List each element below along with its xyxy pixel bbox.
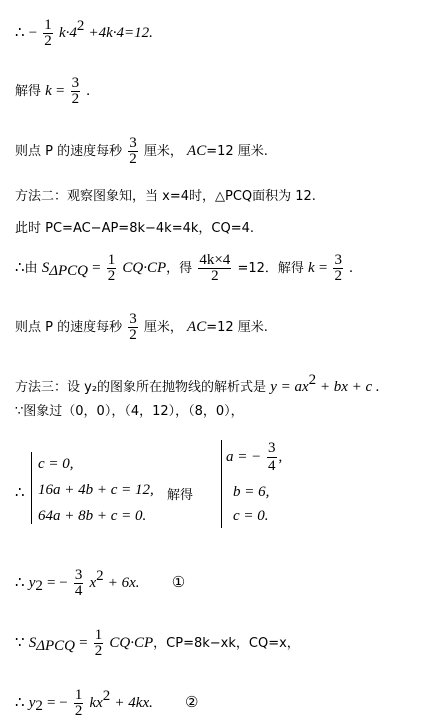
method-three-line: [15, 373, 380, 395]
equals: =: [318, 260, 328, 276]
equals-minus: = −: [47, 575, 68, 591]
exponent: 2: [102, 688, 111, 704]
comma: ,: [278, 448, 283, 465]
segment-ac: AC: [187, 143, 207, 159]
denominator: 2: [129, 327, 137, 343]
fraction-three-quarters: [267, 440, 277, 475]
numerator: 1: [94, 627, 103, 643]
product: CQ·CP: [109, 635, 154, 651]
area-equation-line: [15, 253, 353, 284]
numerator: 3: [129, 135, 137, 151]
solve-k-line: [15, 76, 90, 107]
area-symbol: S: [41, 260, 50, 276]
exponent: 2: [76, 18, 85, 34]
fraction-three-halves: [333, 253, 343, 284]
circled-two: ②: [185, 695, 199, 711]
denominator: 2: [44, 33, 52, 49]
period: .: [349, 260, 353, 276]
length-text: =12 厘米.: [206, 320, 268, 335]
a-value: a = −: [226, 448, 262, 465]
because-symbol: ∵: [15, 635, 25, 651]
equals-minus: = −: [47, 695, 68, 711]
parabola-rest: + bx + c .: [316, 379, 380, 395]
exponent: 2: [96, 568, 104, 584]
denominator: 4: [74, 583, 83, 599]
denominator: 2: [94, 643, 103, 659]
therefore-symbol: ∴: [15, 260, 25, 276]
expression-rest: +4k·4=12.: [88, 25, 153, 41]
var-k: k: [308, 260, 315, 276]
exponent: 2: [308, 372, 317, 388]
product: CQ·CP: [122, 260, 167, 276]
denominator: 2: [334, 268, 342, 284]
get-text: ，得: [166, 261, 193, 276]
numerator: 4k×4: [199, 252, 231, 268]
var-y: y: [28, 575, 36, 591]
var-kx: kx: [89, 695, 103, 711]
area-formula-line: [15, 628, 300, 659]
fraction-one-half: [74, 688, 84, 719]
circled-one: ①: [171, 575, 186, 591]
numerator: 1: [74, 687, 83, 703]
speed-text: 则点 P 的速度每秒: [15, 320, 123, 335]
by-text: 由: [24, 261, 38, 276]
numerator: 3: [71, 75, 80, 91]
area-subscript: ΔPCQ: [49, 263, 89, 279]
var-x: x: [89, 575, 97, 591]
unit-text: 厘米，: [143, 144, 183, 159]
length-text: =12 厘米.: [206, 144, 268, 159]
equation-line-1: [15, 18, 153, 49]
var-y: y: [28, 695, 36, 711]
area-symbol: S: [28, 635, 37, 651]
numerator: 1: [107, 252, 116, 268]
points-line: ∵图象过（0，0），（4，12），（8，0），: [15, 404, 244, 419]
solution-b: b = 6,: [233, 484, 270, 500]
numerator: 3: [334, 252, 342, 268]
var-k: k: [45, 83, 52, 99]
numerator: 1: [44, 17, 52, 33]
fraction-three-halves: [128, 136, 138, 167]
method-three-text: 方法三：设 y₂的图象所在抛物线的解析式是: [15, 380, 267, 395]
denominator: 4: [268, 458, 276, 474]
fraction-three-quarters: [74, 568, 84, 599]
equals: =: [79, 635, 88, 651]
speed-line-1: [15, 136, 268, 167]
equals-solve-text: =12．解得: [237, 261, 304, 276]
fraction-three-halves: [128, 312, 138, 343]
subscript: 2: [35, 578, 43, 594]
solve-label: 解得: [167, 488, 194, 503]
fraction-three-halves: [71, 76, 81, 107]
numerator: 3: [74, 567, 83, 583]
pc-line: 此时 PC=AC−AP=8k−4k=4k，CQ=4.: [15, 221, 254, 236]
right-brace: [221, 440, 222, 528]
fraction-area: [198, 253, 231, 284]
speed-text: 则点 P 的速度每秒: [15, 144, 123, 159]
solution-a: [226, 440, 282, 475]
unit-text: 厘米，: [143, 320, 183, 335]
numerator: 3: [268, 440, 276, 456]
solve-label: 解得: [15, 84, 42, 99]
equals: =: [92, 260, 101, 276]
expression-rest: + 4kx.: [114, 695, 153, 711]
denominator: 2: [107, 268, 116, 284]
system-eq-1: c = 0,: [38, 456, 74, 472]
method-two-line: 方法二：观察图象知，当 x=4时，△PCQ面积为 12.: [15, 189, 316, 204]
minus-sign: −: [28, 25, 38, 41]
system-eq-3: 64a + 8b + c = 0.: [38, 508, 147, 524]
expression: k·4: [58, 25, 77, 41]
numerator: 3: [129, 311, 137, 327]
denominator: 2: [71, 91, 80, 107]
left-brace: [31, 452, 32, 524]
period: .: [86, 83, 90, 99]
fraction-one-half: [107, 253, 117, 284]
denominator: 2: [129, 151, 137, 167]
speed-line-2: [15, 312, 268, 343]
system-eq-2: 16a + 4b + c = 12,: [38, 482, 154, 498]
denominator: 2: [211, 268, 219, 284]
parabola-equation: y = ax: [270, 379, 309, 395]
segment-ac: AC: [187, 319, 207, 335]
area-subscript: ΔPCQ: [36, 638, 75, 654]
fraction-one-half: [94, 628, 104, 659]
therefore-symbol: ∴: [15, 575, 25, 591]
y2-equation-1: [15, 568, 185, 599]
fraction-one-half: [43, 18, 53, 49]
therefore-symbol: ∴: [15, 485, 25, 501]
expression-rest: + 6x.: [107, 575, 140, 591]
equals: =: [55, 83, 65, 99]
cp-cq-text: ，CP=8k−xk，CQ=x，: [153, 636, 300, 651]
subscript: 2: [35, 698, 43, 714]
y2-equation-2: [15, 688, 198, 719]
solution-c: c = 0.: [233, 508, 269, 524]
denominator: 2: [74, 703, 83, 719]
therefore-symbol: ∴: [15, 695, 25, 711]
therefore-symbol: ∴: [15, 25, 25, 41]
